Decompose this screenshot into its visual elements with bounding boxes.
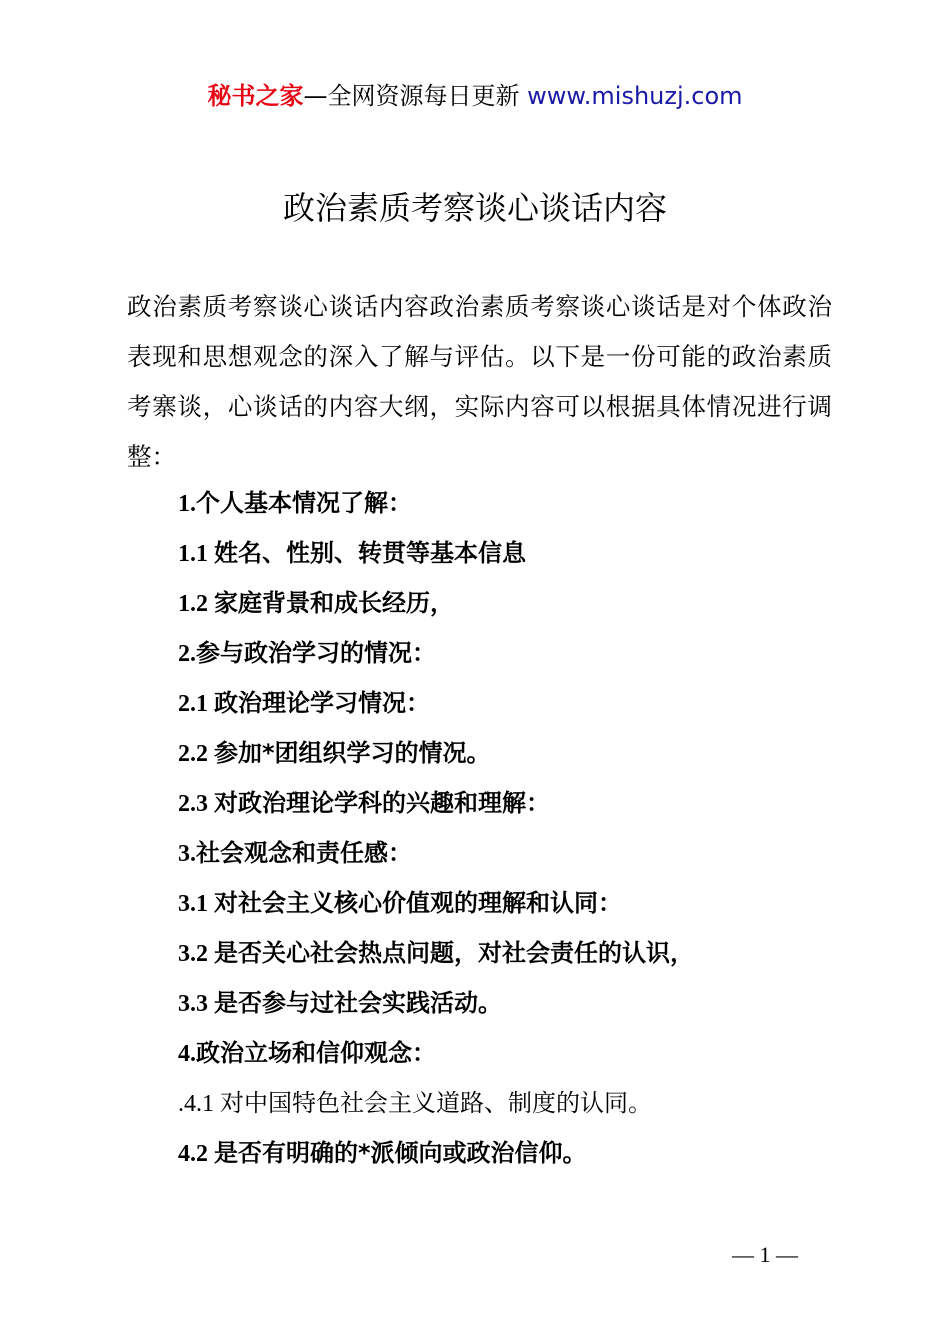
outline-item-2 — [178, 628, 858, 678]
site-url-link[interactable]: www.mishuzj.com — [527, 82, 743, 110]
outline-item-number: 1.1 — [178, 541, 214, 567]
header-tagline: 全网资源每日更新 — [327, 82, 528, 110]
outline-item-number: 2. — [178, 641, 196, 667]
outline-item-text: 是否有明确的*派倾向或政治信仰。 — [214, 1139, 587, 1167]
outline-item-number: 1. — [178, 491, 196, 517]
outline-item-text: 是否关心社会热点问题，对社会责任的认识， — [214, 939, 694, 967]
outline-item-number: 3.1 — [178, 891, 214, 917]
page-number: — 1 — — [732, 1242, 798, 1267]
outline-item-1-2 — [178, 578, 858, 628]
outline-item-text: 政治立场和信仰观念： — [196, 1039, 436, 1067]
outline-item-text: 对政治理论学科的兴趣和理解： — [214, 789, 550, 817]
outline-item-number: 4. — [178, 1041, 196, 1067]
outline-item-text: 家庭背景和成长经历， — [214, 589, 454, 617]
outline-item-2-3 — [178, 778, 858, 828]
outline-item-number: 3.2 — [178, 941, 214, 967]
outline-item-4 — [178, 1028, 858, 1078]
outline-item-number: 1.2 — [178, 591, 214, 617]
outline-item-2-1 — [178, 678, 858, 728]
outline-item-number: 3. — [178, 841, 196, 867]
outline-item-2-2 — [178, 728, 858, 778]
brand-name: 秘书之家 — [207, 82, 304, 110]
outline-item-4-1 — [178, 1078, 858, 1128]
header-separator: — — [303, 82, 328, 110]
outline-item-number: 3.3 — [178, 991, 214, 1017]
outline-item-number: 2.3 — [178, 791, 214, 817]
outline-item-text: 社会观念和责任感： — [196, 839, 412, 867]
outline-item-text: 参加*团组织学习的情况。 — [214, 739, 491, 767]
intro-paragraph: 政治素质考察谈心谈话内容政治素质考察谈心谈话是对个体政治表现和思想观念的深入了解与评估。以下是一份可能的政治素质考寨谈，心谈话的内容大纲，实际内容可以根据具体情况进行调整： — [127, 292, 832, 471]
outline-item-text: 对中国特色社会主义道路、制度的认同。 — [220, 1089, 652, 1117]
outline-item-3 — [178, 828, 858, 878]
outline-list — [178, 478, 858, 1178]
outline-item-number: .4.1 — [178, 1091, 220, 1117]
outline-item-text: 参与政治学习的情况： — [196, 639, 436, 667]
outline-item-text: 个人基本情况了解： — [196, 489, 412, 517]
outline-item-4-2 — [178, 1128, 858, 1178]
outline-item-text: 是否参与过社会实践活动。 — [214, 989, 502, 1017]
outline-item-number: 2.1 — [178, 691, 214, 717]
outline-item-text: 对社会主义核心价值观的理解和认同： — [214, 889, 622, 917]
outline-item-1 — [178, 478, 858, 528]
outline-item-3-3 — [178, 978, 858, 1028]
outline-item-text: 姓名、性别、转贯等基本信息 — [214, 539, 526, 567]
outline-item-text: 政治理论学习情况： — [214, 689, 430, 717]
document-title: 政治素质考察谈心谈话内容 — [282, 189, 667, 227]
site-header — [0, 80, 950, 112]
outline-item-number: 4.2 — [178, 1141, 214, 1167]
outline-item-number: 2.2 — [178, 741, 214, 767]
outline-item-3-2 — [178, 928, 858, 978]
outline-item-1-1 — [178, 528, 858, 578]
outline-item-3-1 — [178, 878, 858, 928]
